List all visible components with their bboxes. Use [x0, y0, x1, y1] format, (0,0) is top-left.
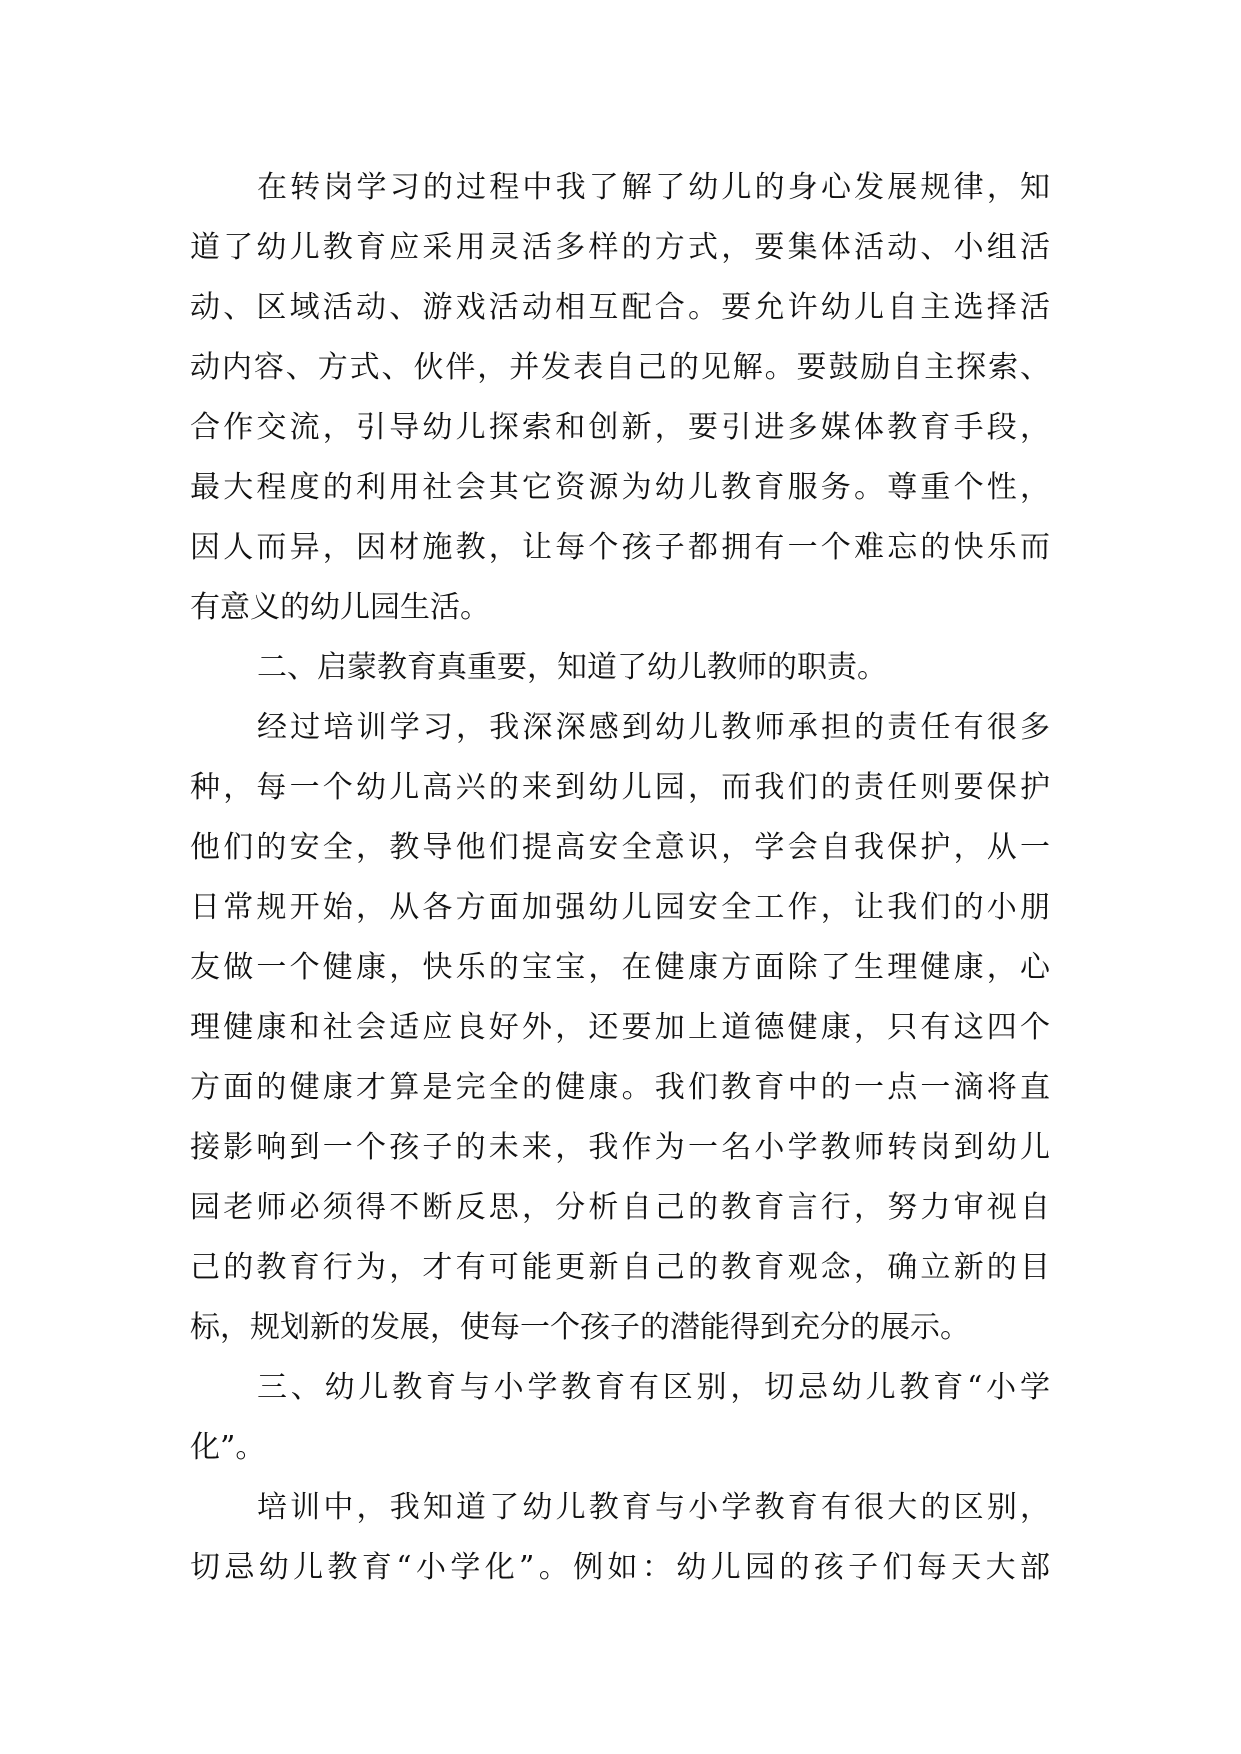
text-line: 日常规开始，从各方面加强幼儿园安全工作，让我们的小朋: [190, 890, 1050, 925]
text-line: 种，每一个幼儿高兴的来到幼儿园，而我们的责任则要保护: [190, 770, 1050, 805]
text-line: 最大程度的利用社会其它资源为幼儿教育服务。尊重个性，: [190, 470, 1050, 505]
text-line: 因人而异，因材施教，让每个孩子都拥有一个难忘的快乐而: [190, 530, 1050, 565]
text-line: 动内容、方式、伙伴，并发表自己的见解。要鼓励自主探索、: [190, 350, 1050, 385]
text-line: 在转岗学习的过程中我了解了幼儿的身心发展规律，知: [257, 170, 1050, 205]
section-heading: 三、幼儿教育与小学教育有区别，切忌幼儿教育“小学: [257, 1370, 1050, 1405]
text-line: 动、区域活动、游戏活动相互配合。要允许幼儿自主选择活: [190, 290, 1050, 325]
text-line: 道了幼儿教育应采用灵活多样的方式，要集体活动、小组活: [190, 230, 1050, 265]
document-body: [190, 158, 1050, 1598]
text-line: 己的教育行为，才有可能更新自己的教育观念，确立新的目: [190, 1250, 1050, 1285]
text-line: 切忌幼儿教育“小学化”。例如：幼儿园的孩子们每天大部: [190, 1550, 1050, 1585]
text-line: 他们的安全，教导他们提高安全意识，学会自我保护，从一: [190, 830, 1050, 865]
text-line: 培训中，我知道了幼儿教育与小学教育有很大的区别，: [257, 1490, 1050, 1525]
text-line: 接影响到一个孩子的未来，我作为一名小学教师转岗到幼儿: [190, 1130, 1050, 1165]
text-line: 友做一个健康，快乐的宝宝，在健康方面除了生理健康，心: [190, 950, 1050, 985]
text-line: 有意义的幼儿园生活。: [190, 590, 490, 625]
section-heading: 化”。: [190, 1430, 266, 1465]
text-line: 经过培训学习，我深深感到幼儿教师承担的责任有很多: [257, 710, 1050, 745]
text-line: 标，规划新的发展，使每一个孩子的潜能得到充分的展示。: [190, 1310, 970, 1345]
text-line: 方面的健康才算是完全的健康。我们教育中的一点一滴将直: [190, 1070, 1050, 1105]
section-heading: 二、启蒙教育真重要，知道了幼儿教师的职责。: [257, 650, 887, 685]
text-line: 理健康和社会适应良好外，还要加上道德健康，只有这四个: [190, 1010, 1050, 1045]
text-line: 合作交流，引导幼儿探索和创新，要引进多媒体教育手段，: [190, 410, 1050, 445]
text-line: 园老师必须得不断反思，分析自己的教育言行，努力审视自: [190, 1190, 1050, 1225]
